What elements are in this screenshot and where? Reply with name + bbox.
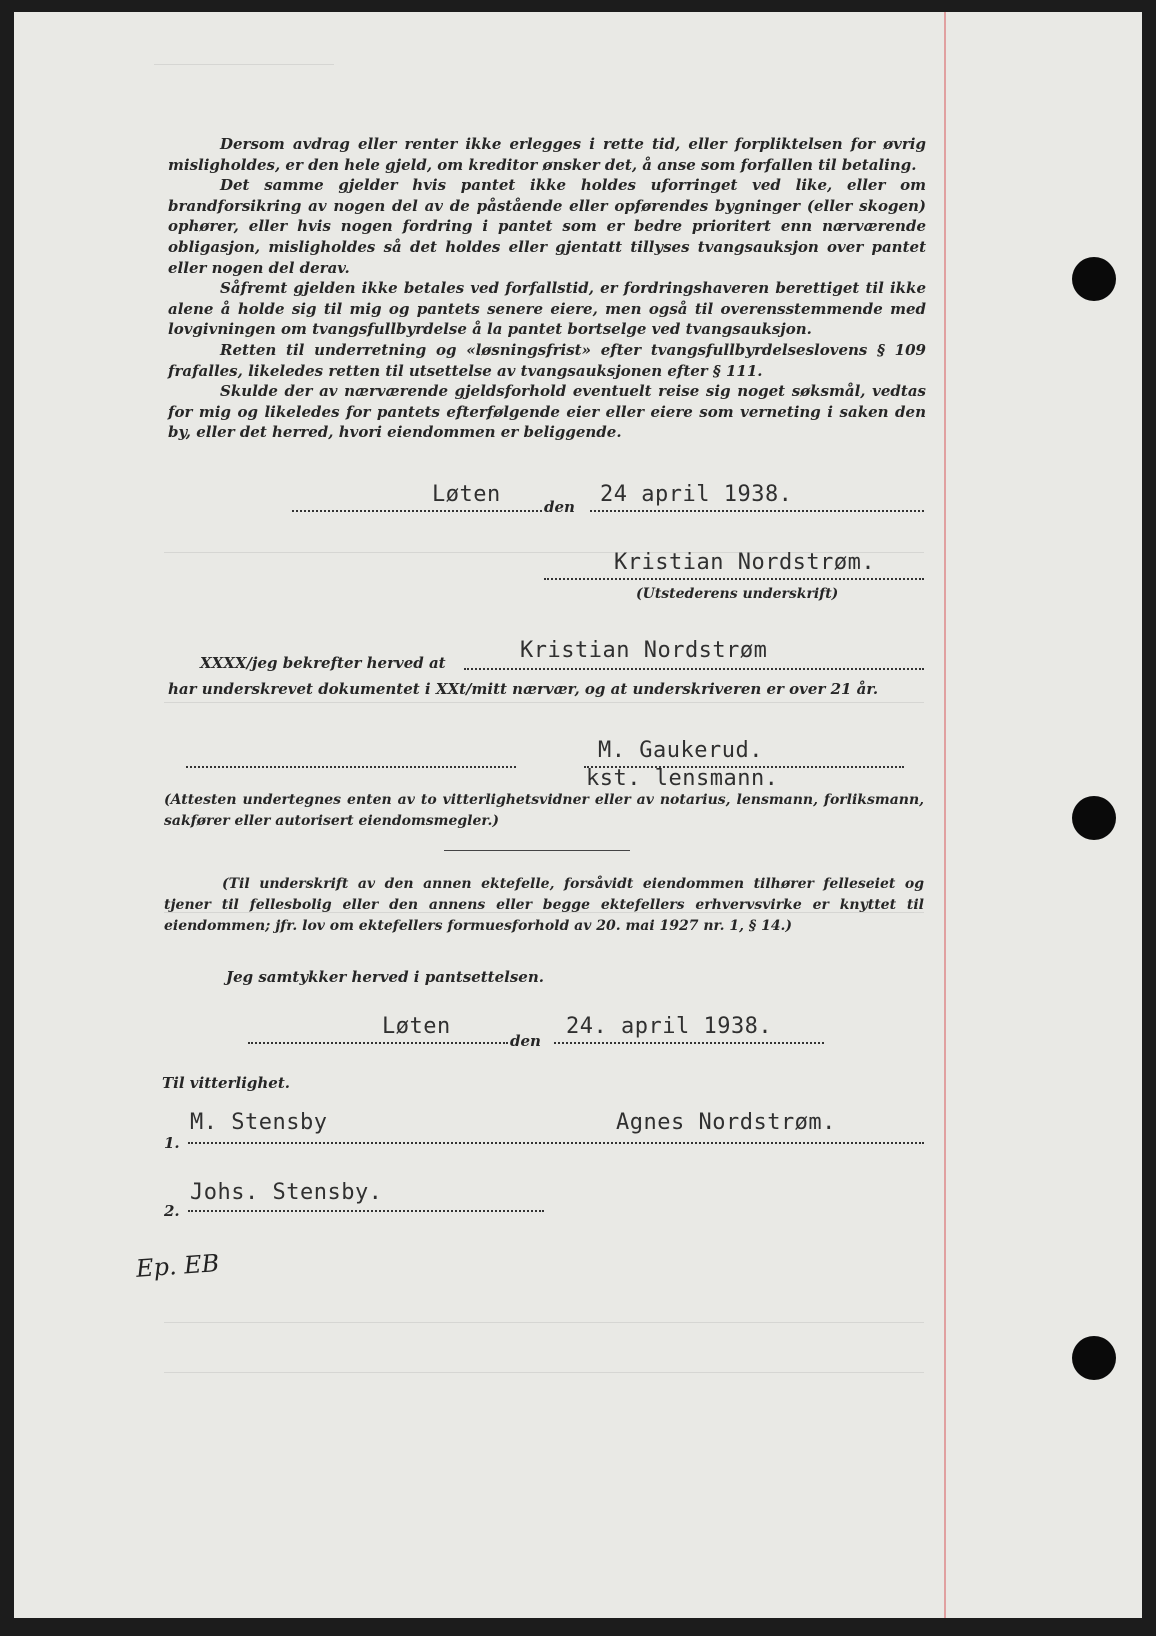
- bleed-line: [164, 1372, 924, 1373]
- paragraph: Det samme gjelder hvis pantet ikke holdes uforringet ved like, eller om brandforsikring av nogen del av de påstående eller opførendes bygninger (eller skogen) ophører, eller hvis nogen fordring i pantet som er bedre prioritert enn nærværende obligasjon, misligholdes så det holdes eller gjentatt tillyses tvangsauksjon over pantet eller nogen del derav.: [168, 176, 926, 277]
- attest-prefix: XXXX/jeg bekrefter herved at: [200, 654, 446, 672]
- witness2-line: [188, 1210, 544, 1212]
- date-line: [590, 510, 924, 512]
- attest-name: Kristian Nordstrøm: [520, 638, 768, 663]
- attester-title: kst. lensmann.: [586, 766, 779, 791]
- paragraph: Skulde der av nærværende gjeldsforhold eventuelt reise sig noget søksmål, vedtas for mig og likeledes for pantets efterfølgende eier eller eiere som verneting i saken den by, eller det herred, hvori eiendommen er beliggende.: [168, 382, 926, 442]
- bleed-line: [154, 64, 334, 65]
- den-label: den: [544, 498, 575, 516]
- witness-heading: Til vitterlighet.: [162, 1074, 290, 1092]
- issuer-signature: Kristian Nordstrøm.: [614, 550, 876, 575]
- terms-text: [168, 134, 926, 443]
- paragraph: Retten til underretning og «løsningsfrist» efter tvangsfullbyrdelseslovens § 109 frafalles, likeledes retten til utsettelse av tvangsauksjonen efter § 111.: [168, 340, 926, 380]
- punch-hole: [1072, 796, 1116, 840]
- separator-rule: [444, 850, 630, 851]
- place-line: [248, 1042, 508, 1044]
- witness-number: 1.: [164, 1134, 180, 1152]
- document-page: [14, 12, 1142, 1618]
- witness2-name: Johs. Stensby.: [190, 1180, 383, 1205]
- witness1-name: M. Stensby: [190, 1110, 328, 1135]
- witness1-line: [188, 1142, 924, 1144]
- punch-hole: [1072, 257, 1116, 301]
- date-line: [554, 1042, 824, 1044]
- spouse-signature: Agnes Nordstrøm.: [616, 1110, 836, 1135]
- signature-line: [544, 578, 924, 580]
- consent-text: Jeg samtykker herved i pantsettelsen.: [226, 968, 544, 986]
- date: 24. april 1938.: [566, 1014, 773, 1039]
- place-line: [292, 510, 542, 512]
- place: Løten: [382, 1014, 451, 1039]
- spouse-note: (Til underskrift av den annen ektefelle, forsåvidt eiendommen tilhører felleseiet og tjener til fellesbolig eller den annens eller begge ektefellers erhvervsvirke er knyttet til eiendommen; jfr. lov om ektefellers formuesforhold av 20. mai 1927 nr. 1, § 14.): [164, 876, 924, 934]
- bleed-line: [164, 1322, 924, 1323]
- bleed-line: [164, 702, 924, 703]
- handwritten-initials: Ep. EB: [135, 1249, 221, 1283]
- witness-number: 2.: [164, 1202, 180, 1220]
- punch-hole: [1072, 1336, 1116, 1380]
- margin-line: [944, 12, 946, 1618]
- date: 24 april 1938.: [600, 482, 793, 507]
- place: Løten: [432, 482, 501, 507]
- issuer-caption: (Utstederens underskrift): [636, 586, 839, 602]
- attest-note: (Attesten undertegnes enten av to vitterlighetsvidner eller av notarius, lensmann, forliksmann, sakfører eller autorisert eiendomsmegler.): [164, 792, 924, 829]
- attester-name: M. Gaukerud.: [598, 738, 763, 763]
- attest-text: har underskrevet dokumentet i XXt/mitt nærvær, og at underskriveren er over 21 år.: [168, 680, 879, 698]
- paragraph: Dersom avdrag eller renter ikke erlegges i rette tid, eller forpliktelsen for øvrig misligholdes, er den hele gjeld, om kreditor ønsker det, å anse som forfallen til betaling.: [168, 135, 926, 174]
- paragraph: Såfremt gjelden ikke betales ved forfallstid, er fordringshaveren berettiget til ikke alene å holde sig til mig og pantets senere eiere, men også til overensstemmende med lovgivningen om tvangsfullbyrdelse å la pantet bortselge ved tvangsauksjon.: [168, 279, 926, 339]
- attest-name-line: [464, 668, 924, 670]
- den-label: den: [510, 1032, 541, 1050]
- witness-line: [186, 766, 516, 768]
